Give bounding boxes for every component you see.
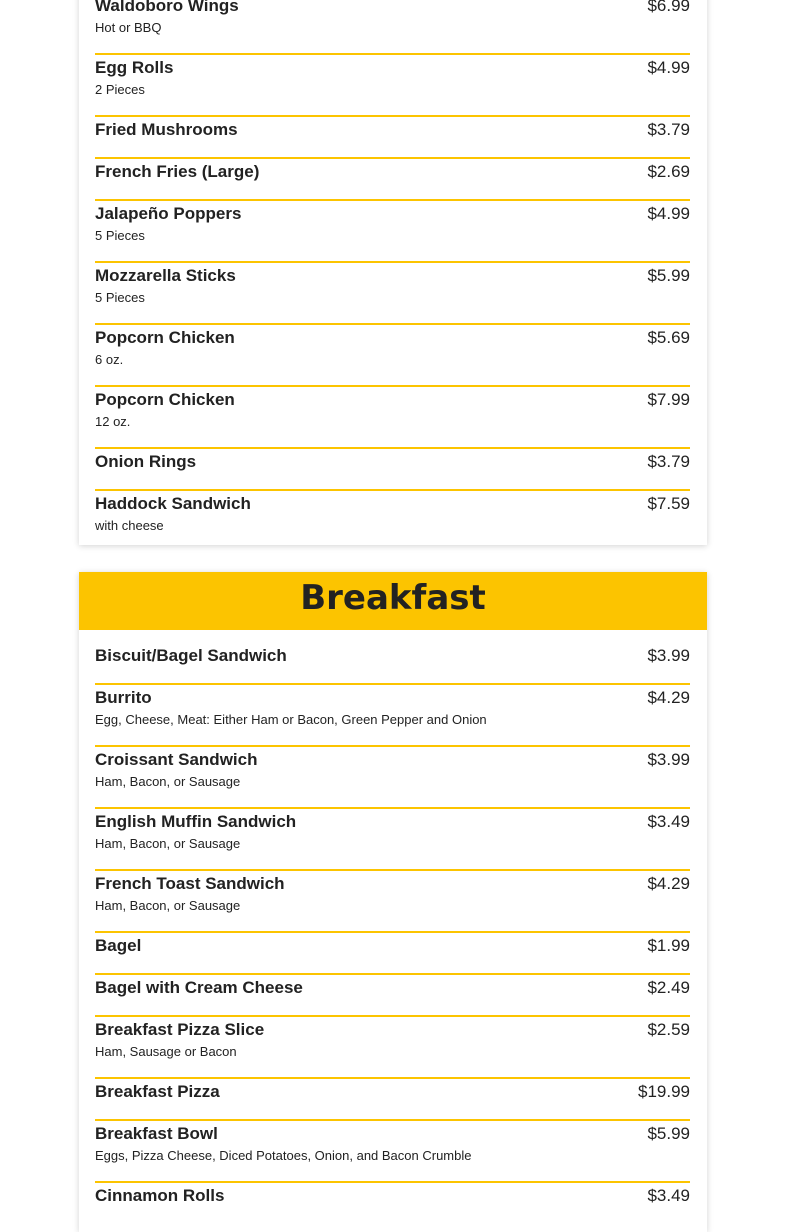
- menu-divider: [95, 869, 690, 871]
- menu-item-name: Breakfast Pizza: [95, 1082, 220, 1101]
- menu-item-price: $7.99: [647, 390, 690, 409]
- menu-item: [95, 688, 690, 727]
- menu-item-row: [95, 266, 690, 288]
- menu-item-name: Burrito: [95, 688, 152, 707]
- menu-item-name: Fried Mushrooms: [95, 120, 238, 139]
- menu-item-description: with cheese: [95, 518, 164, 533]
- menu-item-row: [95, 978, 690, 1000]
- menu-item-price: $4.29: [647, 688, 690, 707]
- menu-item-price: $2.49: [647, 978, 690, 997]
- menu-item-name: Waldoboro Wings: [95, 0, 239, 15]
- menu-item: [95, 494, 690, 533]
- menu-item-row: [95, 1124, 690, 1146]
- menu-item: [95, 162, 690, 184]
- menu-item-description: Ham, Bacon, or Sausage: [95, 774, 241, 789]
- menu-divider: [95, 931, 690, 933]
- menu-item: [95, 1124, 690, 1163]
- menu-item-price: $3.99: [647, 646, 690, 665]
- menu-item: [95, 390, 690, 429]
- menu-item-row: [95, 390, 690, 412]
- menu-item-description: Ham, Bacon, or Sausage: [95, 898, 241, 913]
- menu-item-price: $5.99: [647, 1124, 690, 1143]
- menu-item-price: $3.79: [647, 452, 690, 471]
- menu-item-row: [95, 0, 690, 18]
- menu-item-row: [95, 162, 690, 184]
- menu-divider: [95, 157, 690, 159]
- menu-item-name: Mozzarella Sticks: [95, 266, 236, 285]
- menu-item-description: 2 Pieces: [95, 82, 145, 97]
- menu-item: [95, 1186, 690, 1208]
- menu-divider: [95, 199, 690, 201]
- menu-item-description: 6 oz.: [95, 352, 124, 367]
- menu-item-row: [95, 646, 690, 668]
- menu-item-description: 5 Pieces: [95, 228, 145, 243]
- menu-item-row: [95, 494, 690, 516]
- menu-item-name: English Muffin Sandwich: [95, 812, 297, 831]
- menu-divider: [95, 807, 690, 809]
- menu-item-name: Breakfast Bowl: [95, 1124, 218, 1143]
- menu-item-row: [95, 328, 690, 350]
- menu-item-price: $3.79: [647, 120, 690, 139]
- menu-item: [95, 646, 690, 668]
- menu-item: [95, 452, 690, 474]
- menu-item-description: Hot or BBQ: [95, 20, 162, 35]
- breakfast-banner: Breakfast: [79, 572, 707, 630]
- menu-item-row: [95, 120, 690, 142]
- menu-item-name: Breakfast Pizza Slice: [95, 1020, 265, 1039]
- menu-divider: [95, 973, 690, 975]
- menu-item-price: $3.99: [647, 750, 690, 769]
- menu-divider: [95, 385, 690, 387]
- menu-item-row: [95, 936, 690, 958]
- menu-item-name: Croissant Sandwich: [95, 750, 258, 769]
- menu-item-description: Eggs, Pizza Cheese, Diced Potatoes, Onion, and Bacon Crumble: [95, 1148, 472, 1163]
- menu-item-row: [95, 688, 690, 710]
- menu-item-row: [95, 812, 690, 834]
- menu-item-row: [95, 750, 690, 772]
- menu-divider: [95, 1181, 690, 1183]
- menu-item-name: French Fries (Large): [95, 162, 260, 181]
- menu-item-name: Popcorn Chicken: [95, 390, 235, 409]
- menu-item-name: Egg Rolls: [95, 58, 174, 77]
- menu-divider: [95, 745, 690, 747]
- menu-item-description: Ham, Bacon, or Sausage: [95, 836, 241, 851]
- menu-item-name: Biscuit/Bagel Sandwich: [95, 646, 287, 665]
- menu-item-price: $1.99: [647, 936, 690, 955]
- menu-item-price: $19.99: [638, 1082, 690, 1101]
- menu-item-name: Haddock Sandwich: [95, 494, 251, 513]
- menu-divider: [95, 1077, 690, 1079]
- menu-item-row: [95, 204, 690, 226]
- menu-item: [95, 328, 690, 367]
- menu-item-row: [95, 58, 690, 80]
- menu-item-description: Ham, Sausage or Bacon: [95, 1044, 237, 1059]
- menu-item-price: $4.99: [647, 58, 690, 77]
- menu-item-row: [95, 1186, 690, 1208]
- menu-item: [95, 58, 690, 97]
- menu-item: [95, 0, 690, 35]
- menu-item: [95, 812, 690, 851]
- menu-item-description: 5 Pieces: [95, 290, 145, 305]
- menu-item-price: $4.29: [647, 874, 690, 893]
- menu-item-row: [95, 1020, 690, 1042]
- menu-item-price: $3.49: [647, 1186, 690, 1205]
- menu-divider: [95, 1015, 690, 1017]
- menu-item: [95, 978, 690, 1000]
- menu-item-price: $4.99: [647, 204, 690, 223]
- menu-divider: [95, 53, 690, 55]
- menu-item-name: Popcorn Chicken: [95, 328, 235, 347]
- menu-item-name: Bagel: [95, 936, 142, 955]
- menu-item-price: $2.59: [647, 1020, 690, 1039]
- menu-item: [95, 750, 690, 789]
- menu-item-price: $5.99: [647, 266, 690, 285]
- menu-item-row: [95, 874, 690, 896]
- menu-divider: [95, 115, 690, 117]
- menu-item: [95, 874, 690, 913]
- menu-item: [95, 266, 690, 305]
- menu-item-name: Cinnamon Rolls: [95, 1186, 225, 1205]
- menu-divider: [95, 683, 690, 685]
- menu-item: [95, 1082, 690, 1104]
- menu-item-price: $7.59: [647, 494, 690, 513]
- menu-item-row: [95, 452, 690, 474]
- menu-item-row: [95, 1082, 690, 1104]
- menu-item: [95, 120, 690, 142]
- menu-item-description: Egg, Cheese, Meat: Either Ham or Bacon, Green Pepper and Onion: [95, 712, 487, 727]
- menu-item-name: Onion Rings: [95, 452, 197, 471]
- menu-item-description: 12 oz.: [95, 414, 131, 429]
- menu-item-name: Jalapeño Poppers: [95, 204, 242, 223]
- menu-item-price: $5.69: [647, 328, 690, 347]
- menu-item-price: $6.99: [647, 0, 690, 15]
- menu-item: [95, 204, 690, 243]
- menu-item: [95, 936, 690, 958]
- menu-divider: [95, 323, 690, 325]
- menu-item-price: $3.49: [647, 812, 690, 831]
- menu-divider: [95, 489, 690, 491]
- menu-item-name: Bagel with Cream Cheese: [95, 978, 303, 997]
- menu-divider: [95, 261, 690, 263]
- menu-item-price: $2.69: [647, 162, 690, 181]
- menu-divider: [95, 447, 690, 449]
- menu-divider: [95, 1119, 690, 1121]
- menu-item: [95, 1020, 690, 1059]
- menu-item-name: French Toast Sandwich: [95, 874, 285, 893]
